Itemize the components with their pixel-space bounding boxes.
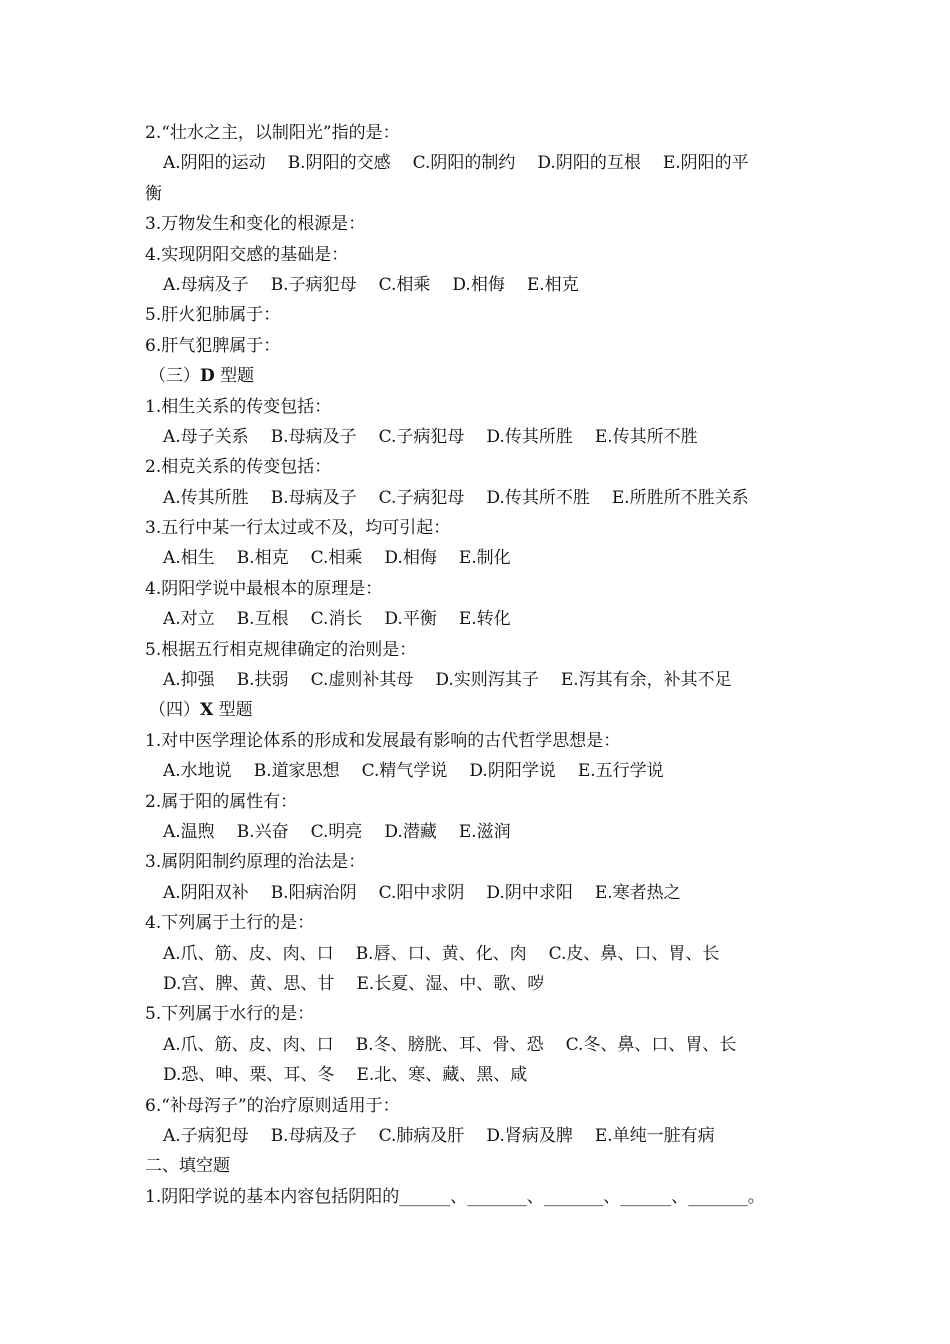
question-line bbox=[0, 452, 950, 482]
options-line bbox=[0, 148, 950, 178]
answer-option: A.阴阳双补 bbox=[163, 882, 249, 903]
answer-option: A.传其所胜 bbox=[163, 487, 249, 508]
question-line bbox=[0, 513, 950, 543]
answer-option: E.制化 bbox=[458, 548, 511, 569]
answer-option: B.互根 bbox=[236, 609, 289, 630]
answer-option: E.北、寒、藏、黑、咸 bbox=[356, 1065, 528, 1086]
question-text: 4.阴阳学说中最根本的原理是： bbox=[145, 578, 383, 599]
section-heading bbox=[0, 361, 950, 391]
options-line bbox=[0, 604, 950, 634]
answer-option: A.温煦 bbox=[163, 821, 215, 842]
section-suffix: 型题 bbox=[213, 700, 253, 721]
question-text: 3.属阴阳制约原理的治法是： bbox=[145, 852, 366, 873]
answer-option: C.子病犯母 bbox=[378, 487, 465, 508]
question-line bbox=[0, 999, 950, 1029]
question-line bbox=[0, 847, 950, 877]
section-prefix: （三） bbox=[149, 366, 200, 387]
section-type-letter: D bbox=[200, 366, 215, 387]
answer-option: C.相乘 bbox=[378, 274, 431, 295]
section-type-letter: X bbox=[200, 700, 214, 721]
answer-option: D.平衡 bbox=[384, 609, 437, 630]
answer-option: D.相侮 bbox=[384, 548, 437, 569]
question-text: 4.实现阴阳交感的基础是： bbox=[145, 244, 349, 265]
answer-option: C.消长 bbox=[310, 609, 363, 630]
answer-option: A.爪、筋、皮、肉、口 bbox=[163, 1034, 334, 1055]
options-line bbox=[0, 969, 950, 999]
question-line bbox=[0, 1182, 950, 1212]
question-text: 4.下列属于土行的是： bbox=[145, 913, 315, 934]
answer-option: C.相乘 bbox=[310, 548, 363, 569]
question-line bbox=[0, 331, 950, 361]
question-text: 1.相生关系的传变包括： bbox=[145, 396, 332, 417]
answer-option: D.恐、呻、栗、耳、冬 bbox=[163, 1065, 335, 1086]
options-line bbox=[0, 817, 950, 847]
section-suffix: 型题 bbox=[214, 366, 255, 387]
wrapped-text-line bbox=[0, 179, 950, 209]
section-prefix: （四） bbox=[149, 700, 200, 721]
answer-option: B.母病及子 bbox=[270, 1125, 357, 1146]
question-text: 1.阴阳学说的基本内容包括阴阳的______、_______、_______、______、_______。 bbox=[145, 1186, 765, 1207]
answer-option: C.子病犯母 bbox=[378, 426, 465, 447]
question-line bbox=[0, 787, 950, 817]
answer-option: B.母病及子 bbox=[270, 487, 357, 508]
question-text: 1.对中医学理论体系的形成和发展最有影响的古代哲学思想是： bbox=[145, 730, 621, 751]
document-page bbox=[0, 118, 950, 1212]
answer-option: C.肺病及肝 bbox=[378, 1125, 465, 1146]
answer-option: A.母子关系 bbox=[163, 426, 249, 447]
answer-option: A.抑强 bbox=[163, 670, 215, 691]
answer-option: B.阴阳的交感 bbox=[287, 153, 391, 174]
question-text: 6.“补母泻子”的治疗原则适用于： bbox=[145, 1095, 400, 1116]
answer-option: E.寒者热之 bbox=[594, 882, 681, 903]
answer-option: D.传其所不胜 bbox=[486, 487, 590, 508]
answer-option: C.皮、鼻、口、胃、长 bbox=[548, 943, 720, 964]
answer-option: C.阴阳的制约 bbox=[412, 153, 516, 174]
options-line bbox=[0, 1060, 950, 1090]
answer-option: C.虚则补其母 bbox=[310, 670, 414, 691]
options-line bbox=[0, 483, 950, 513]
answer-option: B.子病犯母 bbox=[270, 274, 357, 295]
answer-option: B.兴奋 bbox=[236, 821, 289, 842]
question-text: 5.肝火犯肺属于： bbox=[145, 305, 281, 326]
question-text: 2.属于阳的属性有： bbox=[145, 791, 298, 812]
answer-option: C.明亮 bbox=[310, 821, 363, 842]
answer-option: B.相克 bbox=[236, 548, 289, 569]
options-line bbox=[0, 878, 950, 908]
answer-option: A.母病及子 bbox=[163, 274, 249, 295]
answer-option: E.泻其有余，补其不足 bbox=[560, 670, 732, 691]
question-text: 2.相克关系的传变包括： bbox=[145, 457, 332, 478]
question-text: 6.肝气犯脾属于： bbox=[145, 335, 281, 356]
options-line bbox=[0, 1121, 950, 1151]
wrapped-text: 衡 bbox=[145, 183, 162, 204]
question-line bbox=[0, 300, 950, 330]
options-line bbox=[0, 543, 950, 573]
options-line bbox=[0, 939, 950, 969]
answer-option: D.肾病及脾 bbox=[486, 1125, 573, 1146]
question-line bbox=[0, 1091, 950, 1121]
section-heading bbox=[0, 695, 950, 725]
answer-option: C.精气学说 bbox=[361, 761, 448, 782]
question-line bbox=[0, 118, 950, 148]
answer-option: D.潜藏 bbox=[384, 821, 437, 842]
answer-option: D.实则泻其子 bbox=[435, 670, 539, 691]
options-line bbox=[0, 1030, 950, 1060]
answer-option: A.相生 bbox=[163, 548, 215, 569]
question-text: 3.万物发生和变化的根源是： bbox=[145, 214, 366, 235]
question-text: 5.根据五行相克规律确定的治则是： bbox=[145, 639, 417, 660]
question-text: 3.五行中某一行太过或不及，均可引起： bbox=[145, 518, 451, 539]
answer-option: D.阴中求阳 bbox=[486, 882, 573, 903]
answer-option: B.冬、膀胱、耳、骨、恐 bbox=[355, 1034, 544, 1055]
answer-option: B.唇、口、黄、化、肉 bbox=[355, 943, 527, 964]
answer-option: E.所胜所不胜关系 bbox=[611, 487, 749, 508]
answer-option: D.相侮 bbox=[452, 274, 505, 295]
answer-option: B.阳病治阴 bbox=[270, 882, 357, 903]
answer-option: E.转化 bbox=[458, 609, 511, 630]
question-line bbox=[0, 209, 950, 239]
answer-option: E.阴阳的平 bbox=[662, 153, 749, 174]
question-line bbox=[0, 574, 950, 604]
question-text: 二、填空题 bbox=[145, 1156, 230, 1177]
answer-option: E.长夏、湿、中、歌、哕 bbox=[356, 973, 545, 994]
answer-option: C.冬、鼻、口、胃、长 bbox=[565, 1034, 737, 1055]
options-line bbox=[0, 422, 950, 452]
question-line bbox=[0, 635, 950, 665]
options-line bbox=[0, 665, 950, 695]
question-line bbox=[0, 908, 950, 938]
answer-option: B.道家思想 bbox=[253, 761, 340, 782]
question-text: 5.下列属于水行的是： bbox=[145, 1004, 315, 1025]
answer-option: A.子病犯母 bbox=[163, 1125, 249, 1146]
options-line bbox=[0, 270, 950, 300]
answer-option: E.相克 bbox=[526, 274, 579, 295]
question-text: 2.“壮水之主，以制阳光”指的是： bbox=[145, 123, 400, 143]
answer-option: D.阴阳的互根 bbox=[537, 153, 641, 174]
answer-option: E.五行学说 bbox=[577, 761, 664, 782]
question-line bbox=[0, 240, 950, 270]
answer-option: E.滋润 bbox=[458, 821, 511, 842]
answer-option: D.传其所胜 bbox=[486, 426, 573, 447]
question-line bbox=[0, 392, 950, 422]
answer-option: E.单纯一脏有病 bbox=[594, 1125, 715, 1146]
answer-option: A.水地说 bbox=[163, 761, 232, 782]
options-line bbox=[0, 756, 950, 786]
answer-option: A.阴阳的运动 bbox=[163, 153, 266, 174]
answer-option: A.对立 bbox=[163, 609, 215, 630]
answer-option: D.阴阳学说 bbox=[469, 761, 556, 782]
answer-option: C.阳中求阴 bbox=[378, 882, 465, 903]
answer-option: B.扶弱 bbox=[236, 670, 289, 691]
question-line bbox=[0, 1151, 950, 1181]
answer-option: A.爪、筋、皮、肉、口 bbox=[163, 943, 334, 964]
answer-option: E.传其所不胜 bbox=[594, 426, 698, 447]
answer-option: B.母病及子 bbox=[270, 426, 357, 447]
answer-option: D.宫、脾、黄、思、甘 bbox=[163, 973, 335, 994]
question-line bbox=[0, 726, 950, 756]
